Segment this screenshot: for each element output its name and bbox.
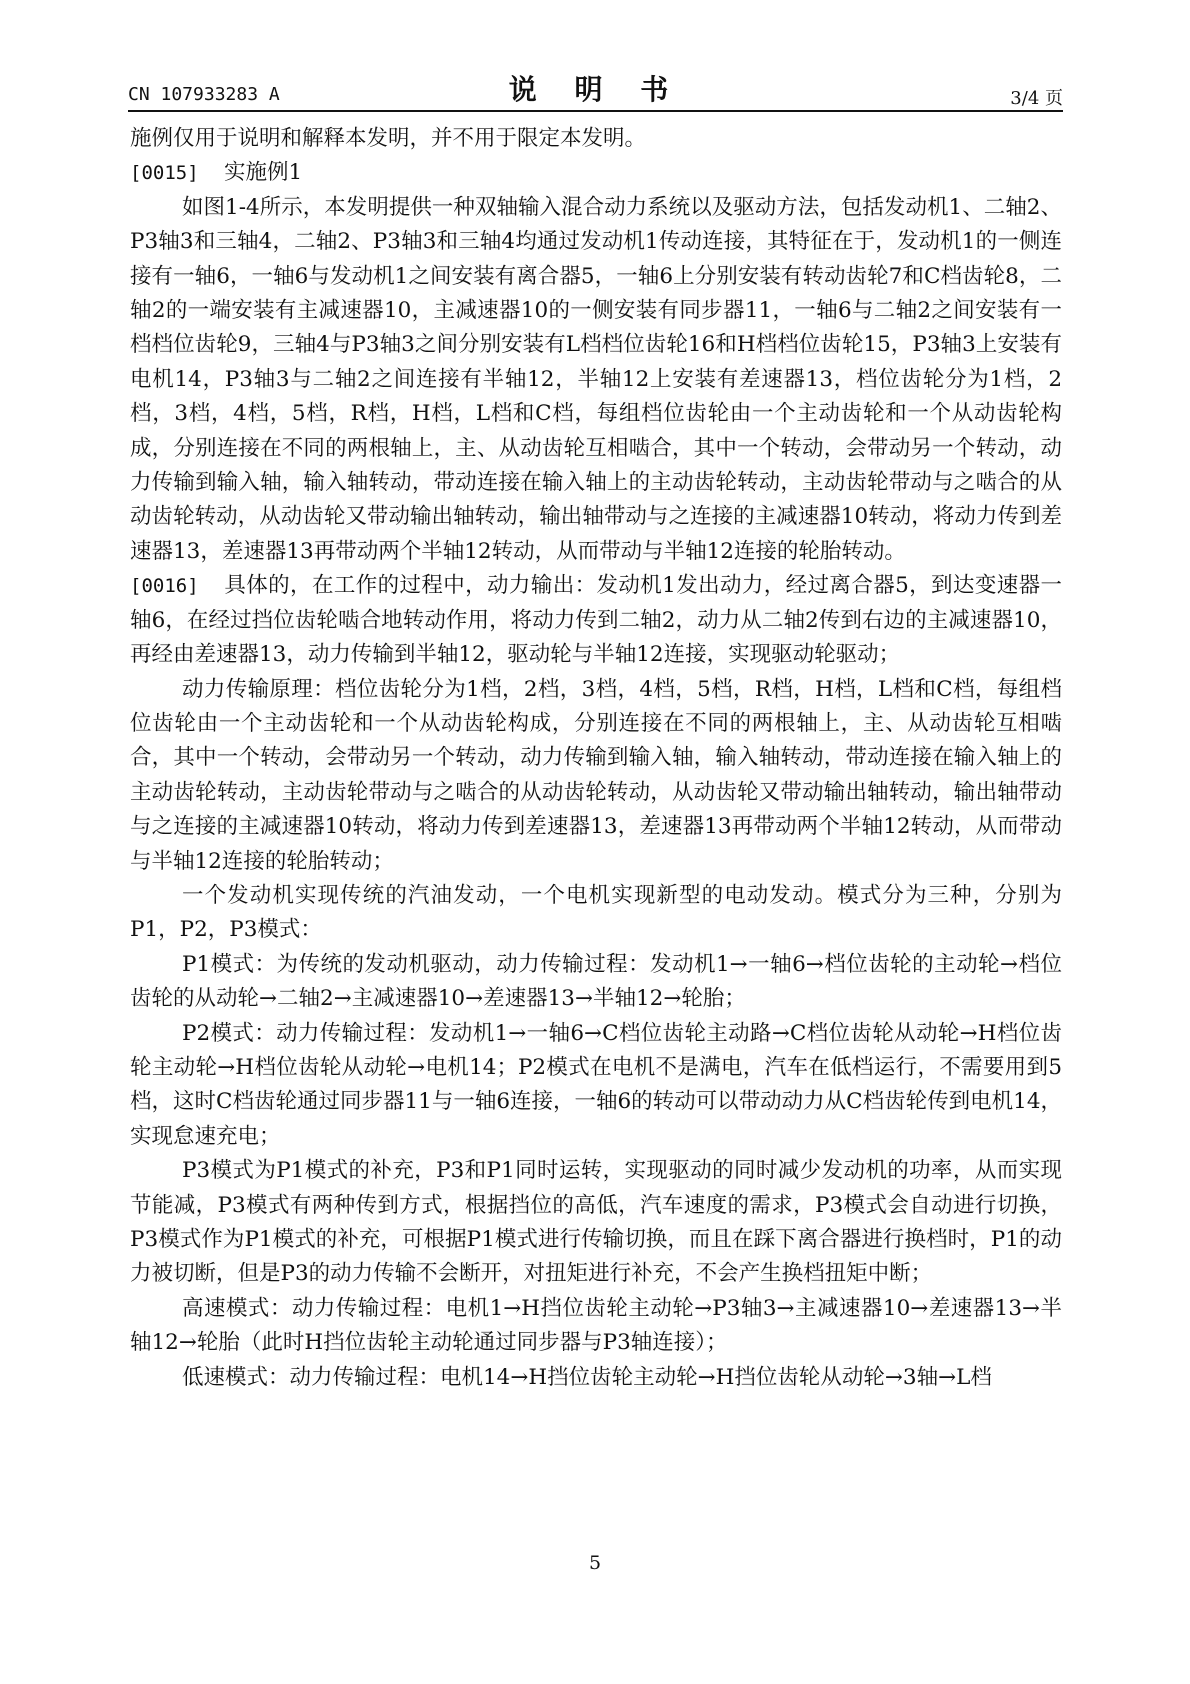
page-info: 3/4 页 xyxy=(1010,88,1063,109)
page-title: 说 明 书 xyxy=(508,73,683,106)
paragraph xyxy=(130,191,1062,569)
paragraph-text: 施例仅用于说明和解释本发明，并不用于限定本发明。 xyxy=(130,126,647,151)
paragraph xyxy=(130,1017,1062,1155)
paragraph xyxy=(130,1292,1062,1361)
paragraph xyxy=(130,948,1062,1017)
paragraph xyxy=(130,156,1062,190)
paragraph xyxy=(130,122,1062,156)
paragraph xyxy=(130,569,1062,672)
paragraph xyxy=(130,879,1062,948)
paragraph xyxy=(130,1154,1062,1292)
page-header xyxy=(128,66,1063,110)
paragraph xyxy=(130,673,1062,879)
paragraph-text: P1模式：为传统的发动机驱动，动力传输过程：发动机1→一轴6→档位齿轮的主动轮→档位齿轮的从动轮→二轴2→主减速器10→差速器13→半轴12→轮胎； xyxy=(130,951,1062,1012)
paragraph-text: 动力传输原理：档位齿轮分为1档，2档，3档，4档，5档，R档，H档，L档和C档，每组档位齿轮由一个主动齿轮和一个从动齿轮构成，分别连接在不同的两根轴上，主、从动齿轮互相啮合，其中一个转动，会带动另一个转动，动力传输到输入轴，输入轴转动，带动连接在输入轴上的主动齿轮转动，主动齿轮带动与之啮合的从动齿轮转动，从动齿轮又带动输出轴转动，输出轴带动与之连接的主减速器10转动，将动力传到差速器13，差速器13再带动两个半轴12转动，从而带动与半轴12连接的轮胎转动； xyxy=(130,676,1062,874)
paragraph-tag: [0015] xyxy=(130,162,199,185)
page-number: 5 xyxy=(588,1552,602,1574)
paragraph-text: 一个发动机实现传统的汽油发动，一个电机实现新型的电动发动。模式分为三种，分别为P1，P2，P3模式： xyxy=(130,882,1062,943)
doc-number: CN 107933283 A xyxy=(128,84,280,105)
paragraph-text: P2模式：动力传输过程：发动机1→一轴6→C档位齿轮主动路→C档位齿轮从动轮→H档位齿轮主动轮→H档位齿轮从动轮→电机14；P2模式在电机不是满电，汽车在低档运行，不需要用到5档，这时C档齿轮通过同步器11与一轴6连接，一轴6的转动可以带动动力从C档齿轮传到电机14，实现怠速充电； xyxy=(130,1020,1062,1149)
paragraph-text: 高速模式：动力传输过程：电机1→H挡位齿轮主动轮→P3轴3→主减速器10→差速器13→半轴12→轮胎（此时H挡位齿轮主动轮通过同步器与P3轴连接）； xyxy=(130,1295,1062,1356)
paragraph-text: 实施例1 xyxy=(224,160,303,186)
paragraph-text: 具体的，在工作的过程中，动力输出：发动机1发出动力，经过离合器5，到达变速器一轴6，在经过挡位齿轮啮合地转动作用，将动力传到二轴2，动力从二轴2传到右边的主减速器10，再经由差速器13，动力传输到半轴12，驱动轮与半轴12连接，实现驱动轮驱动； xyxy=(130,573,1062,668)
document-body xyxy=(130,122,1062,1395)
paragraph-text: 低速模式：动力传输过程：电机14→H挡位齿轮主动轮→H挡位齿轮从动轮→3轴→L档 xyxy=(182,1364,992,1390)
paragraph-text: 如图1-4所示，本发明提供一种双轴输入混合动力系统以及驱动方法，包括发动机1、二轴2、P3轴3和三轴4，二轴2、P3轴3和三轴4均通过发动机1传动连接，其特征在于，发动机1的一侧连接有一轴6，一轴6与发动机1之间安装有离合器5，一轴6上分别安装有转动齿轮7和C档齿轮8，二轴2的一端安装有主减速器10，主减速器10的一侧安装有同步器11，一轴6与二轴2之间安装有一档档位齿轮9，三轴4与P3轴3之间分别安装有L档档位齿轮16和H档档位齿轮15，P3轴3上安装有电机14，P3轴3与二轴2之间连接有半轴12，半轴12上安装有差速器13，档位齿轮分为1档，2档，3档，4档，5档，R档，H档，L档和C档，每组档位齿轮由一个主动齿轮和一个从动齿轮构成，分别连接在不同的两根轴上，主、从动齿轮互相啮合，其中一个转动，会带动另一个转动，动力传输到输入轴，输入轴转动，带动连接在输入轴上的主动齿轮转动，主动齿轮带动与之啮合的从动齿轮转动，从动齿轮又带动输出轴转动，输出轴带动与之连接的主减速器10转动，将动力传到差速器13，差速器13再带动两个半轴12转动，从而带动与半轴12连接的轮胎转动。 xyxy=(130,194,1062,564)
paragraph-text: P3模式为P1模式的补充，P3和P1同时运转，实现驱动的同时减少发动机的功率，从而实现节能减，P3模式有两种传到方式，根据挡位的高低，汽车速度的需求，P3模式会自动进行切换，P3模式作为P1模式的补充，可根据P1模式进行传输切换，而且在踩下离合器进行换档时，P1的动力被切断，但是P3的动力传输不会断开，对扭矩进行补充，不会产生换档扭矩中断； xyxy=(130,1158,1062,1287)
paragraph xyxy=(130,1361,1062,1395)
header-rule xyxy=(128,110,1063,112)
paragraph-tag: [0016] xyxy=(130,575,199,598)
